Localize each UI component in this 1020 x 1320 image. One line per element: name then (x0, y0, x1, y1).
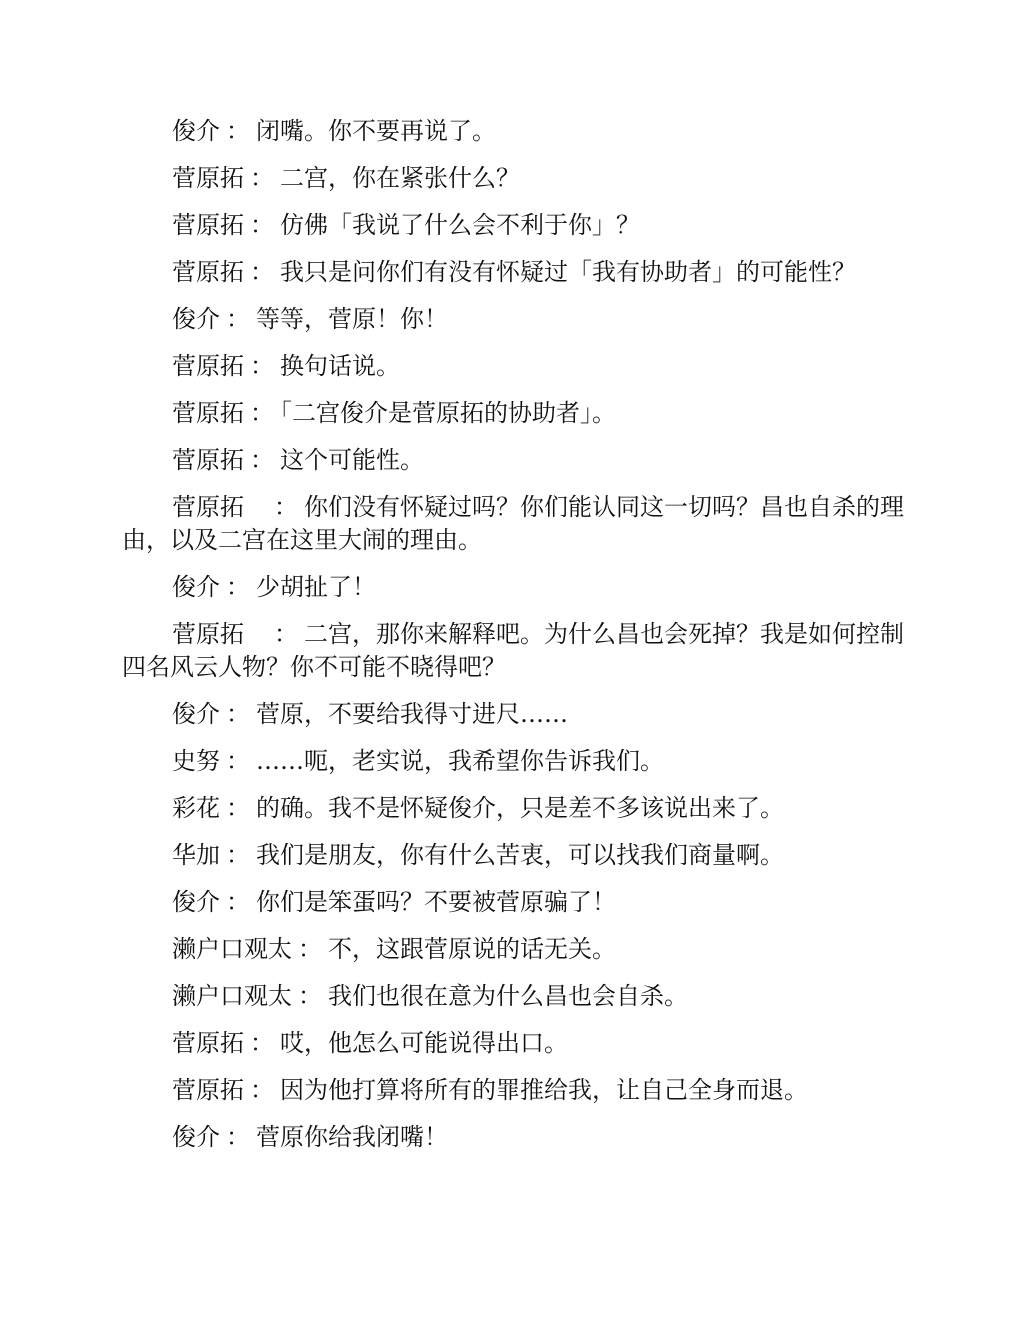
speaker-name: 华加 (172, 841, 220, 869)
separator: ： (298, 982, 322, 1010)
dialogue-line (122, 256, 904, 289)
separator: ： (226, 1123, 250, 1151)
dialogue-line (122, 886, 904, 919)
speaker-name: 彩花 (172, 794, 220, 822)
speaker-name: 菅原拓 (172, 1029, 244, 1057)
speaker-name: 濑户口观太 (172, 982, 292, 1010)
speaker-name: 濑户口观太 (172, 935, 292, 963)
dialogue-text: 你们是笨蛋吗？不要被菅原骗了！ (256, 888, 616, 916)
dialogue-text: 「二宫俊介是菅原拓的协助者」。 (280, 399, 616, 427)
speaker-name: 菅原拓 (172, 352, 244, 380)
dialogue-text: 少胡扯了！ (256, 573, 376, 601)
speaker-name: 俊介 (172, 305, 220, 333)
separator: ： (226, 794, 250, 822)
separator: ： (274, 620, 298, 648)
dialogue-line (122, 745, 904, 778)
separator: ： (250, 211, 274, 239)
dialogue-text: 哎，他怎么可能说得出口。 (280, 1029, 568, 1057)
dialogue-line (122, 933, 904, 966)
separator: ： (226, 747, 250, 775)
dialogue-line (122, 980, 904, 1013)
speaker-name: 俊介 (172, 573, 220, 601)
dialogue-line (122, 1027, 904, 1060)
separator: ： (250, 446, 274, 474)
separator: ： (250, 1076, 274, 1104)
speaker-name: 菅原拓 (172, 164, 244, 192)
dialogue-line (122, 115, 904, 148)
separator: ： (250, 164, 274, 192)
separator: ： (250, 352, 274, 380)
separator: ： (250, 258, 274, 286)
dialogue-line (122, 618, 904, 684)
dialogue-text: 这个可能性。 (280, 446, 424, 474)
speaker-name: 俊介 (172, 888, 220, 916)
dialogue-line (122, 792, 904, 825)
speaker-name: 史努 (172, 747, 220, 775)
dialogue-line (122, 571, 904, 604)
dialogue-line (122, 491, 904, 557)
dialogue-line (122, 397, 904, 430)
separator: ： (226, 305, 250, 333)
speaker-name: 俊介 (172, 117, 220, 145)
separator: ： (226, 117, 250, 145)
speaker-name: 菅原拓 (172, 399, 244, 427)
dialogue-line (122, 1074, 904, 1107)
dialogue-text: 我们是朋友，你有什么苦衷，可以找我们商量啊。 (256, 841, 784, 869)
speaker-name: 菅原拓 (172, 446, 244, 474)
speaker-name: 俊介 (172, 700, 220, 728)
dialogue-text: 菅原，不要给我得寸进尺…… (256, 700, 568, 728)
dialogue-text: 我们也很在意为什么昌也会自杀。 (328, 982, 688, 1010)
speaker-name: 菅原拓 (172, 211, 244, 239)
separator: ： (226, 573, 250, 601)
dialogue-text: 仿佛「我说了什么会不利于你」？ (280, 211, 640, 239)
dialogue-text: 闭嘴。你不要再说了。 (256, 117, 496, 145)
dialogue-line (122, 1121, 904, 1154)
dialogue-line (122, 162, 904, 195)
dialogue-line (122, 303, 904, 336)
speaker-name: 俊介 (172, 1123, 220, 1151)
dialogue-text: 不，这跟菅原说的话无关。 (328, 935, 616, 963)
separator: ： (250, 399, 274, 427)
dialogue-text: 二宫，那你来解释吧。为什么昌也会死掉？我是如何控制四名风云人物？你不可能不晓得吧？ (122, 620, 904, 681)
dialogue-line (122, 839, 904, 872)
speaker-name: 菅原拓 (172, 258, 244, 286)
dialogue-line (122, 350, 904, 383)
dialogue-text: 菅原你给我闭嘴！ (256, 1123, 448, 1151)
dialogue-line (122, 444, 904, 477)
dialogue-text: 二宫，你在紧张什么？ (280, 164, 520, 192)
dialogue-text: 你们没有怀疑过吗？你们能认同这一切吗？昌也自杀的理由，以及二宫在这里大闹的理由。 (122, 493, 904, 554)
dialogue-text: 换句话说。 (280, 352, 400, 380)
dialogue-line (122, 209, 904, 242)
separator: ： (250, 1029, 274, 1057)
dialogue-body (122, 115, 904, 1168)
dialogue-text: ……呃，老实说，我希望你告诉我们。 (256, 747, 664, 775)
separator: ： (226, 841, 250, 869)
separator: ： (274, 493, 298, 521)
separator: ： (298, 935, 322, 963)
separator: ： (226, 888, 250, 916)
speaker-name: 菅原拓 (172, 493, 244, 521)
dialogue-text: 等等，菅原！你！ (256, 305, 448, 333)
separator: ： (226, 700, 250, 728)
dialogue-text: 我只是问你们有没有怀疑过「我有协助者」的可能性？ (280, 258, 856, 286)
speaker-name: 菅原拓 (172, 1076, 244, 1104)
dialogue-line (122, 698, 904, 731)
dialogue-text: 因为他打算将所有的罪推给我，让自己全身而退。 (280, 1076, 808, 1104)
speaker-name: 菅原拓 (172, 620, 244, 648)
dialogue-text: 的确。我不是怀疑俊介，只是差不多该说出来了。 (256, 794, 784, 822)
